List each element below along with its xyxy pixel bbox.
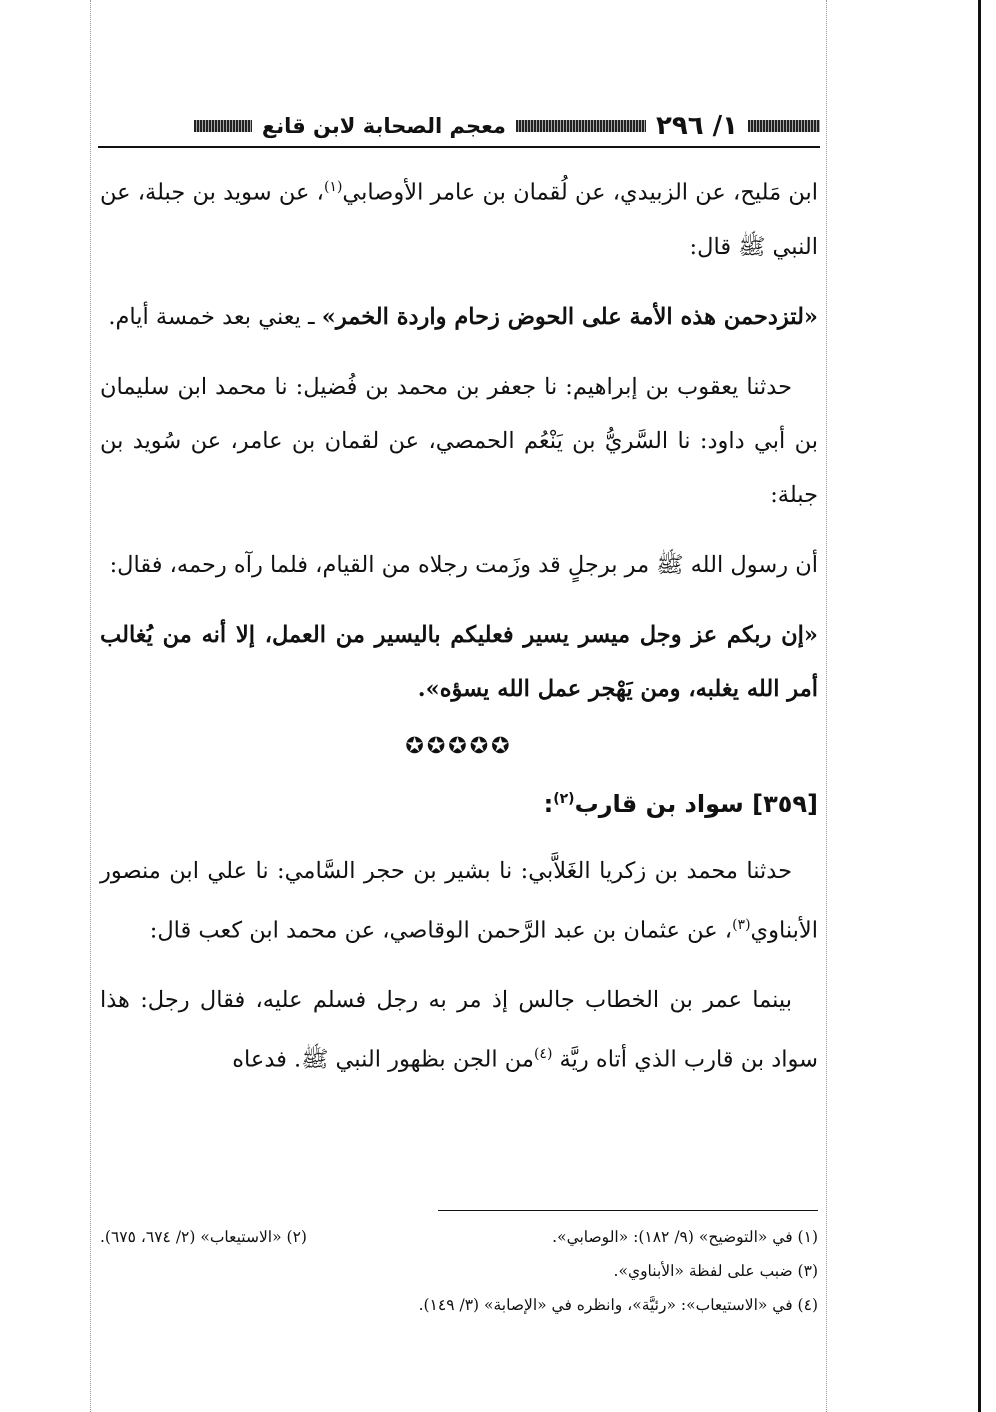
footnote-3: (٣) ضبب على لفظة «الأبناوي». [613, 1262, 818, 1280]
paragraph-1: ابن مَليح، عن الزبيدي، عن لُقمان بن عامر الأوصابي$^{(١)}$، عن سويد بن جبلة، عن النبي ﷺ قال: [100, 179, 819, 260]
scan-dotted-guide [826, 0, 827, 1412]
footnote-ref: (٣) [732, 916, 751, 933]
scan-edge-line [978, 0, 981, 1412]
footnote-2: (٢) «الاستيعاب» (٢/ ٦٧٤، ٦٧٥). [100, 1228, 307, 1246]
footnote-1: (١) في «التوضيح» (٩/ ١٨٢): «الوصابي». [552, 1228, 818, 1246]
hadith-text: «إن ربكم عز وجل ميسر يسير فعليكم باليسير من العمل، إلا أنه من يُغالب أمر الله يغلبه، ومن يَهْجر عمل الله يسؤه». [100, 621, 818, 702]
footnote-ref: (٢) [553, 790, 575, 807]
page-body [100, 160, 818, 1103]
paragraph-3: حدثنا يعقوب بن إبراهيم: نا جعفر بن محمد بن فُضيل: نا محمد ابن سليمان بن أبي داود: نا السَّريُّ بن يَنْعُم الحمصي، عن لقمان بن عامر، عن سُويد بن جبلة: [100, 373, 818, 508]
hadith-text: «لتزدحمن هذه الأمة على الحوض زحام واردة الخمر» [321, 303, 818, 330]
running-header [98, 106, 820, 148]
header-ornament [516, 120, 646, 132]
footnote-4: (٤) في «الاستيعاب»: «رئيَّة»، وانظره في «الإصابة» (٣/ ١٤٩). [418, 1296, 818, 1314]
footnote-ref: (١) [323, 179, 343, 195]
paragraph-7: بينما عمر بن الخطاب جالس إذ مر به رجل فسلم عليه، فقال رجل: هذا سواد بن قارب الذي أتاه ريَّة $^{(٤)}$من الجن بظهور النبي ﷺ. فدعاه [100, 987, 818, 1073]
footnote-ref: (٤) [533, 1046, 553, 1062]
paragraph-4: أن رسول الله ﷺ مر برجلٍ قد وزَمت رجلاه من القيام، فلما رآه رحمه، فقال: [109, 551, 818, 578]
paragraph-6: حدثنا محمد بن زكريا الغَلاَّبي: نا بشير بن حجر السَّامي: نا علي ابن منصور الأبناوي$^{(٣)}$، عن عثمان بن عبد الرَّحمن الوقاصي، عن محمد ابن كعب قال: [100, 857, 818, 943]
footnote-separator [438, 1210, 818, 1211]
header-ornament [194, 120, 252, 132]
footnotes [100, 1220, 818, 1322]
entry-heading: [٣٥٩] سواد بن قارب$^{(٢)}$: [543, 789, 818, 818]
book-title: معجم الصحابة لابن قانع [261, 114, 506, 138]
paragraph-2: «لتزدحمن هذه الأمة على الحوض زحام واردة الخمر» ـ يعني بعد خمسة أيام. [108, 303, 818, 330]
page-number: ١/ ٢٩٦ [655, 111, 738, 141]
scan-dotted-guide [90, 0, 91, 1412]
footnote-row [100, 1220, 818, 1254]
header-ornament [748, 120, 820, 132]
section-separator: ✪✪✪✪✪ [405, 733, 513, 759]
